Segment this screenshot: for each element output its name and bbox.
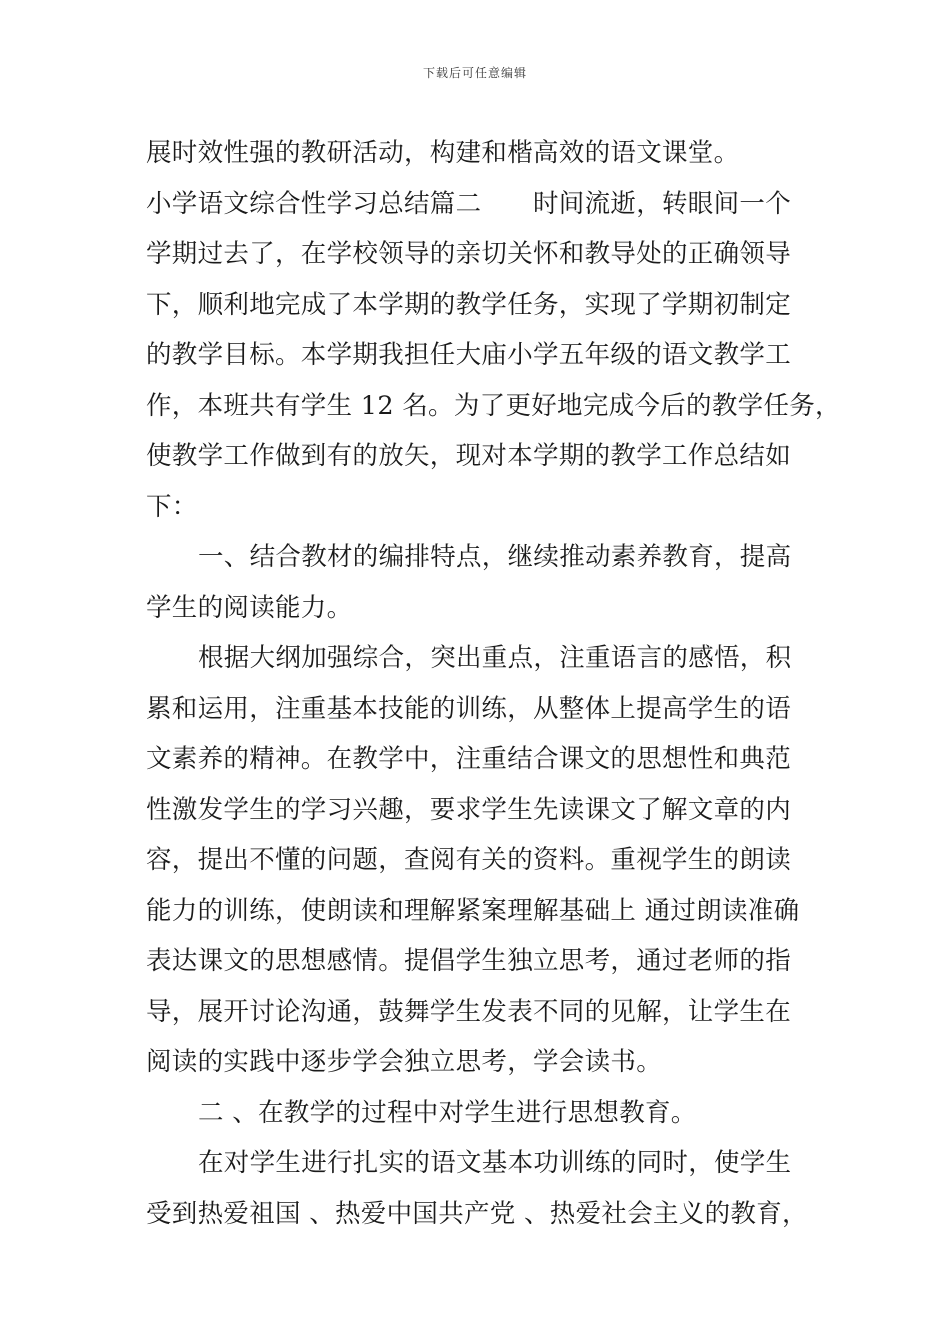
text-line: 阅读的实践中逐步学会独立思考，学会读书。 <box>146 1047 663 1077</box>
text-line: 导，展开讨论沟通，鼓舞学生发表不同的见解，让学生在 <box>146 996 792 1027</box>
text-line: 根据大纲加强综合，突出重点，注重语言的感悟，积 <box>198 643 792 673</box>
text-line: 累和运用，注重基本技能的训练，从整体上提高学生的语 <box>146 693 792 724</box>
header-note: 下载后可任意编辑 <box>422 66 527 80</box>
text-line: 下，顺利地完成了本学期的教学任务，实现了学期初制定 <box>146 289 792 320</box>
text-line: 文素养的精神。在教学中，注重结合课文的思想性和典范 <box>146 744 792 774</box>
text-line: 容，提出不懂的问题，查阅有关的资料。重视学生的朗读 <box>146 845 792 875</box>
text-line: 学期过去了，在学校领导的亲切关怀和教导处的正确领导 <box>146 239 792 269</box>
text-line: 表达课文的思想感情。提倡学生独立思考，通过老师的指 <box>146 946 792 976</box>
text-line: 在对学生进行扎实的语文基本功训练的同时，使学生 <box>198 1148 792 1178</box>
text-line: 展时效性强的教研活动，构建和楷高效的语文课堂。 <box>146 138 740 168</box>
text-line: 小学语文综合性学习总结篇二 时间流逝，转眼间一个 <box>146 188 792 219</box>
document-body <box>146 128 841 1239</box>
text-line: 性激发学生的学习兴趣，要求学生先读课文了解文章的内 <box>146 794 792 825</box>
text-line: 学生的阅读能力。 <box>146 592 353 623</box>
text-line: 受到热爱祖国 、热爱中国共产党 、热爱社会主义的教育， <box>146 1198 808 1229</box>
text-line: 作，本班共有学生 12 名。为了更好地完成今后的教学任务， <box>146 390 841 421</box>
text-line: 下： <box>146 491 198 522</box>
text-line: 一、结合教材的编排特点，继续推动素养教育，提高 <box>198 542 792 572</box>
text-line: 能力的训练，使朗读和理解紧案理解基础上 通过朗读准确 <box>146 895 800 926</box>
text-line: 的教学目标。本学期我担任大庙小学五年级的语文教学工 <box>146 340 792 370</box>
text-line: 使教学工作做到有的放矢，现对本学期的教学工作总结如 <box>146 441 792 471</box>
text-line: 二 、在教学的过程中对学生进行思想教育。 <box>198 1097 697 1128</box>
